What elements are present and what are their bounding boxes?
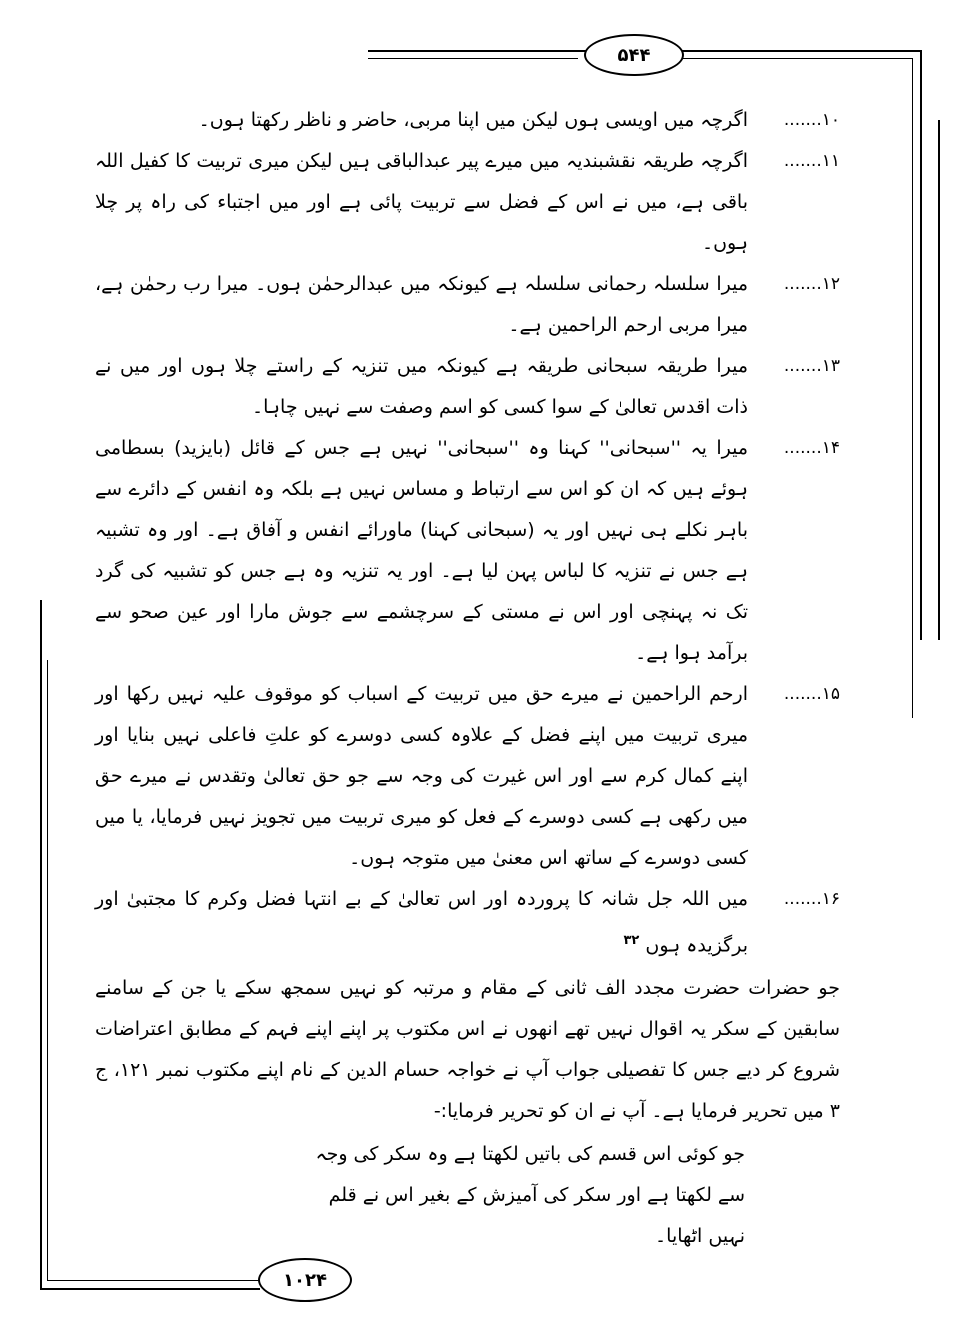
footer-page-number	[258, 1258, 352, 1302]
list-item-14	[95, 428, 840, 674]
item-number: ۱۲.......	[783, 274, 840, 294]
item-text: میرا طریقہ سبحانی طریقہ ہے کیونکہ میں تنزیہ کے راستے چلا ہوں اور میں نے ذات اقدس تعالیٰ کے سوا کسی کو اسم وصفت سے نہیں چاہا۔	[95, 355, 748, 418]
item-text: اگرچہ میں اویسی ہوں لیکن میں اپنا مربی، حاضر و ناظر رکھتا ہوں۔	[198, 109, 748, 131]
frame-right-line-inner	[912, 58, 913, 718]
item-text: میرا سلسلہ رحمانی سلسلہ ہے کیونکہ میں عبدالرحمٰن ہوں۔ میرا رب رحمٰن ہے، میرا مربی ارحم الراحمین ہے۔	[95, 273, 748, 336]
item-number: ۱۵.......	[783, 684, 840, 704]
frame-left-line	[40, 600, 42, 1290]
frame-left-line-inner	[47, 660, 48, 1280]
frame-right-line-outer	[920, 50, 922, 640]
body-paragraph: جو حضرات حضرت مجدد الف ثانی کے مقام و مرتبہ کو نہیں سمجھ سکے یا جن کے سامنے سابقین کے سکر یہ اقوال نہیں تھے انھوں نے اس مکتوب پر اپنے اپنے فہم کے مطابق اعتراضات شروع کر دیے جس کا تفصیلی جواب آپ نے خواجہ حسام الدین کے نام اپنے مکتوب نمبر ۱۲۱، ج ۳ میں تحریر فرمایا ہے۔ آپ نے ان کو تحریر فرمایا:-	[95, 977, 841, 1123]
item-text: اگرچہ طریقہ نقشبندیہ میں میرے پیر عبدالباقی ہیں لیکن میری تربیت کا کفیل اللہ باقی ہے، میں نے اس کے فضل سے تربیت پائی ہے اور میں اجتباء کی راہ پر چلا ہوں۔	[95, 150, 748, 254]
item-text: میں اللہ جل شانہ کا پروردہ اور اس تعالیٰ کے بے انتہا فضل وکرم کا مجتبیٰ اور برگزیدہ ہوں	[95, 888, 748, 957]
frame-top-line-right-inner	[680, 58, 912, 59]
page-content	[95, 100, 840, 1257]
item-number: ۱۱.......	[783, 151, 840, 171]
list-item-15	[95, 674, 840, 879]
frame-top-line-right	[680, 50, 920, 52]
block-quote: جو کوئی اس قسم کی باتیں لکھتا ہے وہ سکر کی وجہ سے لکھتا ہے اور سکر کی آمیزش کے بغیر اس نے قلم نہیں اٹھایا۔	[315, 1143, 745, 1248]
item-number: ۱۶.......	[783, 889, 840, 909]
item-number: ۱۳.......	[783, 356, 840, 376]
list-item-10	[95, 100, 840, 141]
header-page-number	[584, 34, 684, 76]
item-number: ۱۰.......	[783, 110, 840, 130]
list-item-13	[95, 346, 840, 428]
frame-bottom-line-inner	[47, 1280, 260, 1281]
item-text: ارحم الراحمین نے میرے حق میں تربیت کے اسباب کو موقوف علیہ نہیں رکھا اور میری تربیت میں اپنے فضل کے علاوہ کسی دوسرے کو علتِ فاعلی نہیں بنایا اور اپنے کمال کرم سے اور اس غیرت کی وجہ سے جو حق تعالیٰ وتقدس نے میرے حق میں رکھی ہے کسی دوسرے کے فعل کو میری تربیت میں تجویز نہیں فرمایا، یا میں کسی دوسرے کے ساتھ اس معنیٰ میں متوجہ ہوں۔	[95, 683, 748, 869]
list-item-11	[95, 141, 840, 264]
list-item-12	[95, 264, 840, 346]
list-item-16	[95, 879, 840, 966]
frame-bottom-line	[40, 1288, 260, 1290]
footnote-marker: ۳۲	[623, 933, 640, 948]
frame-top-line-inner	[368, 58, 578, 59]
frame-top-line	[368, 50, 586, 52]
header-page-number-text: ۵۴۴	[617, 44, 651, 66]
footer-page-number-text: ۱۰۲۴	[283, 1269, 327, 1291]
item-number: ۱۴.......	[783, 438, 840, 458]
item-text: میرا یہ ''سبحانی'' کہنا وہ ''سبحانی'' نہیں ہے جس کے قائل (بایزید) بسطامی ہوئے ہیں کہ ان کو اس سے ارتباط و مساس نہیں ہے بلکہ وہ انفس کے دائرے سے باہر نکلے ہی نہیں اور یہ (سبحانی کہنا) ماورائے انفس و آفاق ہے۔ اور وہ تشبیہ ہے جس نے تنزیہ کا لباس پہن لیا ہے۔ اور یہ تنزیہ وہ ہے جس کو تشبیہ کی گرد تک نہ پہنچی اور اس نے مستی کے سرچشمے سے جوش مارا اور عین صحو سے برآمد ہوا ہے۔	[95, 437, 748, 664]
frame-right-line-mid	[938, 120, 940, 640]
